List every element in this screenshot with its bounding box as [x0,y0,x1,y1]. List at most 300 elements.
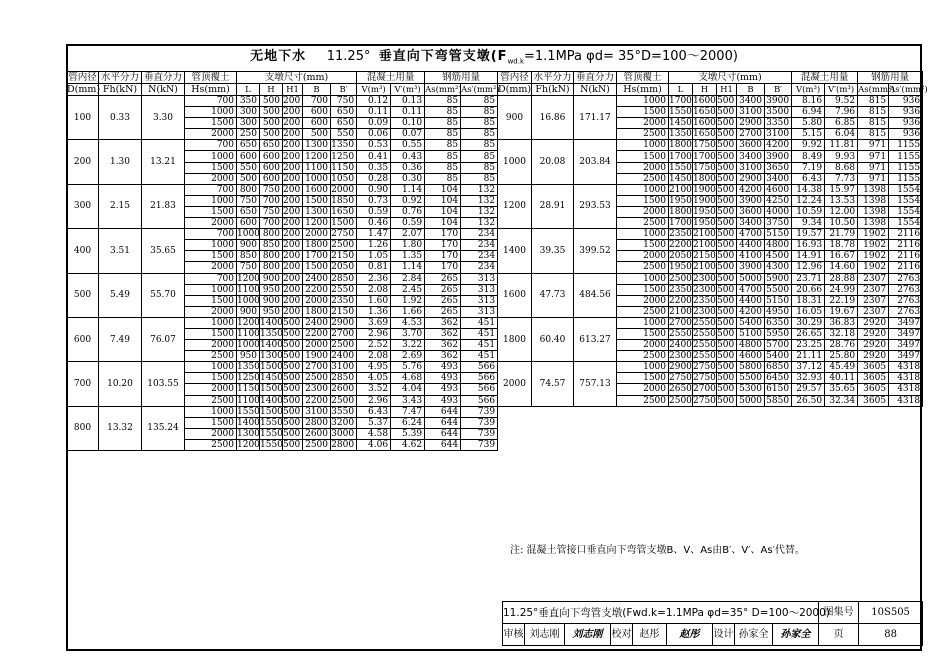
table-cell: 1.14 [391,184,425,195]
group-n: 103.55 [142,362,185,406]
group-n: 35.65 [142,229,185,273]
group-n: 55.70 [142,273,185,317]
table-cell: 451 [461,351,498,362]
table-cell: 500 [283,373,303,384]
table-cell: 800 [260,229,283,240]
table-cell: 493 [425,395,461,406]
table-cell: 16.05 [792,306,825,317]
table-cell: 2500 [617,306,669,317]
table-cell: 644 [425,428,461,439]
table-row [498,229,923,240]
table-cell: 3500 [765,107,792,118]
page-label: 页 [819,624,859,646]
table-cell: 1500 [260,406,283,417]
table-cell: 815 [858,129,889,140]
header-bp: B′ [765,84,792,96]
table-cell: 32.18 [825,328,858,339]
header-pipe-d: 管内径 [498,72,532,84]
table-cell: 493 [425,362,461,373]
table-cell: 2600 [331,384,357,395]
table-cell: 18.31 [792,295,825,306]
table-cell: 0.12 [357,96,391,107]
table-cell: 1500 [185,295,237,306]
review-label: 审核 [503,624,525,646]
design-signature: 孙家全 [773,624,819,646]
table-cell: 2650 [669,384,692,395]
table-cell: 2763 [889,306,923,317]
table-cell: 12.00 [825,206,858,217]
table-cell: 2000 [617,162,669,173]
header-fh-unit: Fh(kN) [532,84,574,96]
table-cell: 300 [237,118,260,129]
table-cell: 500 [283,328,303,339]
table-cell: 200 [283,140,303,151]
table-cell: 3200 [331,417,357,428]
table-cell: 104 [425,195,461,206]
table-cell: 234 [461,240,498,251]
table-cell: 500 [717,362,737,373]
atlas-label: 图集号 [819,602,859,624]
table-cell: 0.09 [357,118,391,129]
table-cell: 1200 [237,273,260,284]
table-cell: 750 [260,184,283,195]
table-cell: 265 [425,273,461,284]
table-cell: 2100 [693,240,716,251]
table-cell: 0.90 [357,184,391,195]
table-cell: 0.10 [391,118,425,129]
table-cell: 1800 [303,306,331,317]
table-cell: 3100 [765,129,792,140]
table-cell: 36.83 [825,317,858,328]
table-cell: 1500 [617,328,669,339]
table-cell: 644 [425,439,461,450]
table-cell: 104 [425,206,461,217]
table-cell: 85 [425,129,461,140]
table-cell: 1450 [669,118,692,129]
table-cell: 2763 [889,284,923,295]
table-cell: 500 [283,384,303,395]
table-row [498,273,923,284]
table-cell: 2900 [331,317,357,328]
table-cell: 7.96 [825,107,858,118]
table-cell: 600 [303,107,331,118]
table-cell: 900 [260,273,283,284]
table-cell: 25.80 [825,351,858,362]
table-cell: 200 [283,162,303,173]
table-cell: 493 [425,384,461,395]
table-cell: 0.43 [391,151,425,162]
table-cell: 6.24 [391,417,425,428]
table-cell: 1550 [260,417,283,428]
table-cell: 566 [461,395,498,406]
table-cell: 4600 [765,184,792,195]
table-cell: 3400 [765,173,792,184]
table-cell: 1398 [858,195,889,206]
table-cell: 2500 [303,373,331,384]
table-cell: 1000 [617,317,669,328]
table-cell: 5150 [765,295,792,306]
table-cell: 21.79 [825,229,858,240]
table-cell: 1000 [185,151,237,162]
table-cell: 0.41 [357,151,391,162]
table-cell: 5500 [765,284,792,295]
table-cell: 1902 [858,229,889,240]
table-cell: 5400 [765,351,792,362]
table-cell: 2000 [185,340,237,351]
table-cell: 7.73 [825,173,858,184]
table-cell: 2350 [693,295,716,306]
table-cell: 13.53 [825,195,858,206]
table-cell: 2000 [185,262,237,273]
group-d: 1000 [498,140,532,184]
table-row [67,362,498,373]
table-cell: 2000 [185,428,237,439]
table-cell: 9.93 [825,151,858,162]
table-cell: 4.95 [357,362,391,373]
group-n: 293.53 [574,184,617,228]
table-cell: 6150 [765,384,792,395]
table-cell: 500 [283,317,303,328]
table-cell: 0.59 [357,206,391,217]
table-cell: 900 [237,240,260,251]
table-cell: 2300 [693,306,716,317]
table-cell: 1950 [693,206,716,217]
table-cell: 500 [283,340,303,351]
table-cell: 5000 [737,395,765,406]
table-cell: 1600 [693,118,716,129]
header-h: H [260,84,283,96]
table-cell: 3350 [765,118,792,129]
design-name: 孙家全 [735,624,773,646]
table-cell: 4500 [765,251,792,262]
table-cell: 650 [331,107,357,118]
table-cell: 1200 [303,151,331,162]
table-cell: 1000 [617,140,669,151]
table-cell: 313 [461,284,498,295]
review-signature: 刘志刚 [565,624,611,646]
table-cell: 5.15 [792,129,825,140]
header-l: L [237,84,260,96]
group-n: 21.83 [142,184,185,228]
table-cell: 1200 [303,218,331,229]
table-cell: 936 [889,129,923,140]
table-cell: 850 [260,240,283,251]
table-cell: 2500 [331,240,357,251]
table-cell: 1800 [693,173,716,184]
table-cell: 19.57 [792,229,825,240]
table-cell: 200 [283,306,303,317]
table-cell: 500 [717,173,737,184]
table-cell: 600 [260,162,283,173]
table-cell: 170 [425,229,461,240]
table-cell: 936 [889,107,923,118]
table-cell: 500 [717,273,737,284]
table-cell: 2750 [693,362,716,373]
group-fh: 5.49 [99,273,142,317]
table-cell: 200 [283,262,303,273]
table-cell: 2200 [669,295,692,306]
table-cell: 5850 [765,395,792,406]
table-cell: 815 [858,96,889,107]
table-cell: 15.97 [825,184,858,195]
table-cell: 1500 [185,373,237,384]
table-cell: 600 [237,218,260,229]
table-cell: 2920 [858,351,889,362]
table-cell: 2307 [858,273,889,284]
table-cell: 971 [858,173,889,184]
table-cell: 4100 [737,251,765,262]
table-cell: 566 [461,384,498,395]
table-cell: 2400 [669,340,692,351]
table-cell: 265 [425,306,461,317]
table-cell: 1000 [185,362,237,373]
table-cell: 9.52 [825,96,858,107]
atlas-number: 10S505 [859,602,923,624]
table-cell: 500 [717,140,737,151]
table-cell: 4.68 [391,373,425,384]
table-cell: 2900 [737,173,765,184]
group-d: 2000 [498,362,532,406]
table-cell: 21.11 [792,351,825,362]
table-cell: 1000 [237,340,260,351]
table-cell: 26.50 [792,395,825,406]
table-cell: 1300 [260,351,283,362]
table-cell: 5950 [765,328,792,339]
table-cell: 2600 [303,428,331,439]
table-cell: 3.69 [357,317,391,328]
header-h: H [693,84,717,96]
table-cell: 2500 [185,351,237,362]
table-cell: 234 [461,229,498,240]
table-cell: 1500 [260,384,283,395]
table-cell: 32.93 [792,373,825,384]
table-cell: 85 [461,129,498,140]
group-fh: 74.57 [532,362,574,406]
table-cell: 28.76 [825,340,858,351]
table-cell: 5150 [765,229,792,240]
table-cell: 2920 [858,340,889,351]
table-cell: 200 [283,240,303,251]
table-cell: 850 [237,251,260,262]
table-cell: 3400 [737,218,765,229]
left-data-table [66,71,498,451]
table-row [498,96,923,107]
table-row [67,406,498,417]
table-cell: 500 [717,240,737,251]
table-cell: 750 [237,262,260,273]
table-cell: 1900 [693,195,716,206]
table-cell: 1500 [185,328,237,339]
table-cell: 4800 [737,340,765,351]
table-cell: 700 [185,229,237,240]
table-cell: 0.07 [391,129,425,140]
table-cell: 1150 [237,384,260,395]
table-cell: 500 [260,107,283,118]
table-cell: 6450 [765,373,792,384]
table-cell: 1000 [185,107,237,118]
table-cell: 2500 [669,273,692,284]
table-cell: 1500 [185,206,237,217]
table-cell: 26.65 [792,328,825,339]
table-cell: 1850 [331,195,357,206]
table-cell: 1.92 [391,295,425,306]
table-cell: 500 [717,229,737,240]
table-cell: 0.06 [357,129,391,140]
table-row [498,317,923,328]
table-cell: 2900 [669,362,692,373]
table-cell: 1300 [303,206,331,217]
table-cell: 200 [283,118,303,129]
table-cell: 1350 [237,362,260,373]
table-cell: 644 [425,406,461,417]
table-cell: 2000 [303,340,331,351]
table-cell: 1.60 [357,295,391,306]
table-cell: 300 [237,107,260,118]
table-cell: 500 [717,295,737,306]
table-cell: 6.85 [825,118,858,129]
table-cell: 700 [185,96,237,107]
table-cell: 200 [283,206,303,217]
table-cell: 1500 [303,195,331,206]
table-cell: 5500 [737,373,765,384]
table-cell: 500 [717,129,737,140]
table-cell: 2500 [303,439,331,450]
page-title: 无地下水 11.25° 垂直向下弯管支墩($F_{wd.k}=1.1MPa$ φd= 35°D=100～2000) [250,49,738,66]
header-concrete: 混凝土用量 [792,72,858,84]
table-cell: 500 [283,406,303,417]
group-fh: 16.86 [532,96,574,140]
table-cell: 2550 [693,351,716,362]
header-dim: 支墩尺寸(mm) [669,72,792,84]
footnote: 注: 混凝土管接口垂直向下弯管支墩B、V、As由B′、V′、As′代替。 [510,545,805,556]
header-fh-unit: Fh(kN) [99,84,142,96]
table-cell: 650 [237,140,260,151]
group-fh: 1.30 [99,140,142,184]
table-cell: 971 [858,151,889,162]
group-d: 500 [67,273,99,317]
table-cell: 3900 [737,195,765,206]
table-cell: 5.37 [357,417,391,428]
table-cell: 500 [717,284,737,295]
table-cell: 739 [461,417,498,428]
table-cell: 950 [260,306,283,317]
table-cell: 85 [425,107,461,118]
header-steel: 钢筋用量 [425,72,498,84]
table-cell: 600 [260,173,283,184]
group-d: 1600 [498,273,532,317]
table-cell: 85 [461,107,498,118]
table-cell: 2920 [858,328,889,339]
header-steel: 钢筋用量 [858,72,923,84]
table-cell: 0.53 [357,140,391,151]
table-cell: 2400 [303,273,331,284]
table-cell: 4318 [889,373,923,384]
header-asp: As′(mm²) [889,84,928,95]
table-cell: 3900 [765,96,792,107]
table-cell: 265 [425,295,461,306]
table-cell: 85 [425,140,461,151]
right-data-table [497,71,928,407]
table-cell: 5100 [737,328,765,339]
header-as: As(mm²) [858,84,895,95]
table-cell: 739 [461,428,498,439]
table-cell: 700 [260,195,283,206]
header-hs: 管顶覆土 [617,72,669,84]
table-cell: 500 [283,362,303,373]
table-cell: 0.11 [391,107,425,118]
table-cell: 1700 [669,96,692,107]
table-cell: 313 [461,295,498,306]
table-cell: 350 [237,96,260,107]
table-cell: 500 [717,151,737,162]
table-cell: 200 [283,107,303,118]
table-cell: 1.35 [391,251,425,262]
table-cell: 815 [858,118,889,129]
header-vp: V′(m³) [391,84,425,96]
table-cell: 750 [237,195,260,206]
table-cell: 85 [425,96,461,107]
table-cell: 600 [260,151,283,162]
table-cell: 2900 [737,118,765,129]
table-cell: 1100 [237,395,260,406]
table-cell: 170 [425,240,461,251]
table-cell: 1600 [303,184,331,195]
table-cell: 170 [425,262,461,273]
table-cell: 132 [461,184,498,195]
table-cell: 1554 [889,206,923,217]
table-cell: 3400 [737,96,765,107]
table-cell: 2700 [669,317,692,328]
table-cell: 1500 [617,240,669,251]
group-fh: 20.08 [532,140,574,184]
table-cell: 1.14 [391,262,425,273]
table-cell: 700 [303,96,331,107]
table-cell: 313 [461,273,498,284]
group-fh: 2.15 [99,184,142,228]
title-block [502,601,923,646]
group-n: 613.27 [574,317,617,361]
table-cell: 5000 [737,273,765,284]
table-cell: 3100 [737,107,765,118]
header-hs: 管顶覆土 [185,72,237,84]
table-cell: 11.81 [825,140,858,151]
table-cell: 10.59 [792,206,825,217]
table-cell: 2763 [889,295,923,306]
group-n: 171.17 [574,96,617,140]
table-cell: 1500 [260,362,283,373]
table-cell: 4200 [737,184,765,195]
table-cell: 1000 [237,295,260,306]
table-cell: 8.68 [825,162,858,173]
table-cell: 28.88 [825,273,858,284]
table-cell: 1350 [260,329,283,340]
table-cell: 1000 [237,229,260,240]
group-d: 1400 [498,229,532,273]
table-cell: 451 [461,340,498,351]
table-row [67,317,498,328]
table-cell: 2.96 [357,395,391,406]
table-cell: 4600 [737,351,765,362]
table-cell: 1550 [669,162,692,173]
table-cell: 500 [717,184,737,195]
table-cell: 2350 [669,284,692,295]
table-cell: 4000 [765,206,792,217]
table-cell: 1155 [889,162,923,173]
table-cell: 40.11 [825,373,858,384]
table-cell: 6.43 [792,173,825,184]
table-cell: 85 [425,173,461,184]
header-n: 垂直分力 [142,72,185,84]
